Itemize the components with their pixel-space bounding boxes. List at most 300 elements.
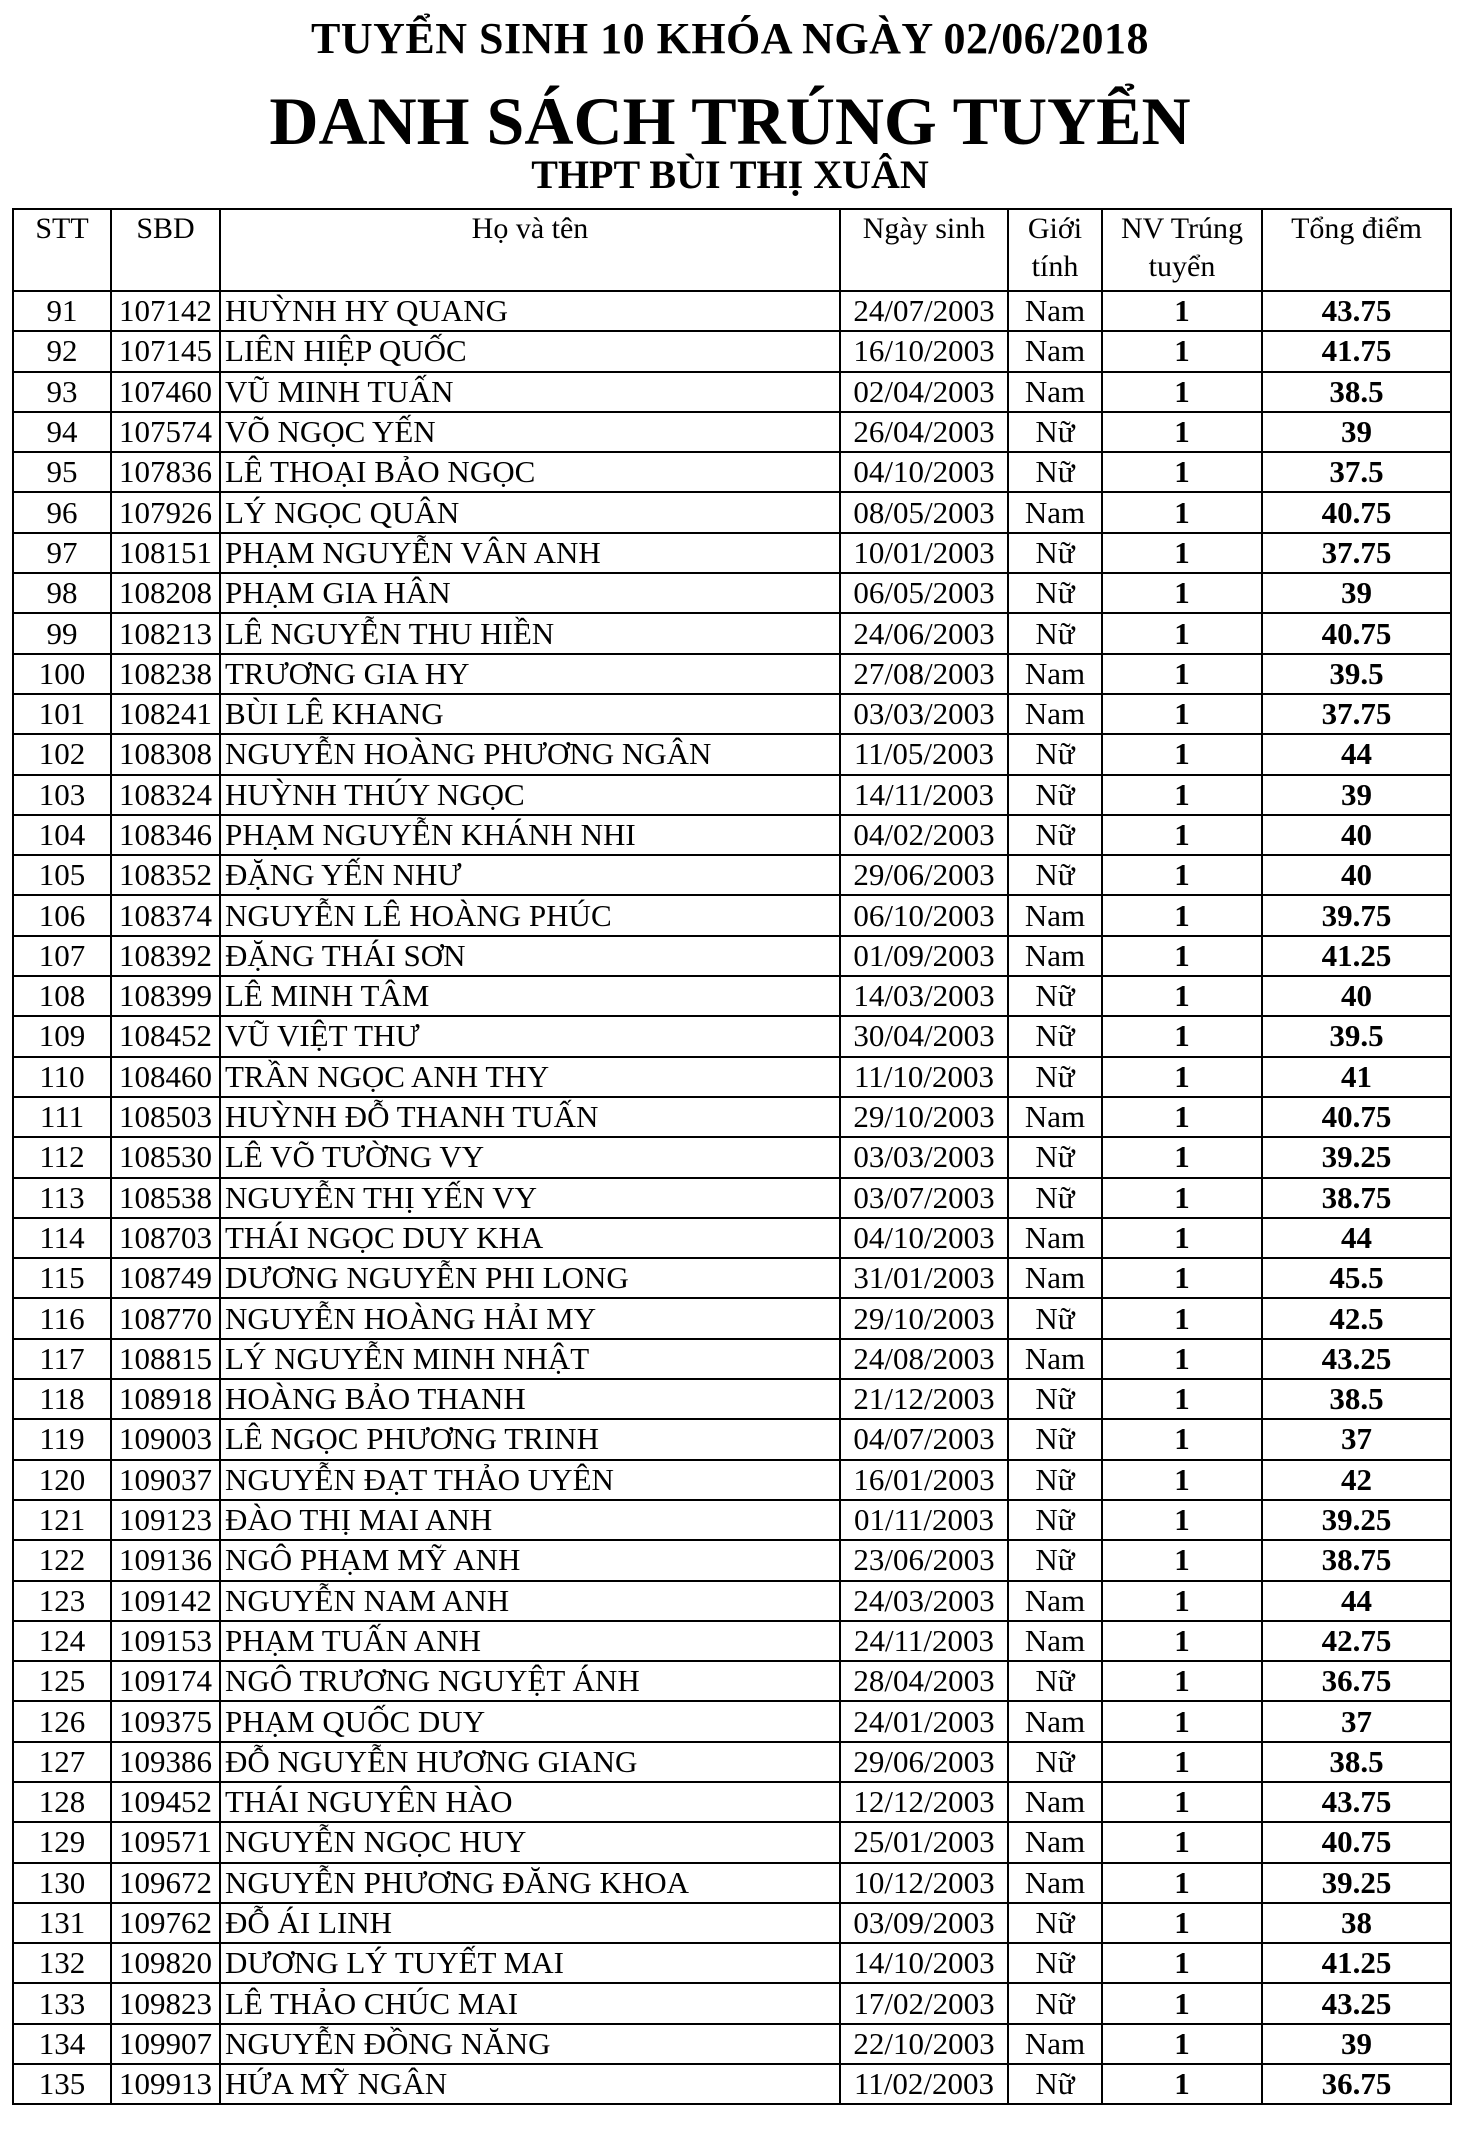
header-sbd: SBD xyxy=(111,209,220,291)
cell-sbd: 109037 xyxy=(111,1460,220,1500)
cell-dob: 04/10/2003 xyxy=(840,1218,1008,1258)
cell-sbd: 108538 xyxy=(111,1178,220,1218)
cell-sbd: 107926 xyxy=(111,492,220,532)
cell-dob: 29/10/2003 xyxy=(840,1097,1008,1137)
cell-stt: 128 xyxy=(13,1782,111,1822)
cell-dob: 25/01/2003 xyxy=(840,1822,1008,1862)
cell-sbd: 109174 xyxy=(111,1661,220,1701)
cell-stt: 118 xyxy=(13,1379,111,1419)
cell-nv: 1 xyxy=(1102,1500,1262,1540)
table-row xyxy=(13,775,1451,815)
cell-nv: 1 xyxy=(1102,613,1262,653)
cell-name: LÊ NGUYỄN THU HIỀN xyxy=(220,613,840,653)
table-row xyxy=(13,1460,1451,1500)
cell-name: LÊ MINH TÂM xyxy=(220,976,840,1016)
cell-dob: 29/10/2003 xyxy=(840,1298,1008,1338)
cell-stt: 115 xyxy=(13,1258,111,1298)
cell-dob: 29/06/2003 xyxy=(840,1742,1008,1782)
cell-stt: 109 xyxy=(13,1016,111,1056)
cell-dob: 31/01/2003 xyxy=(840,1258,1008,1298)
cell-name: ĐỖ NGUYỄN HƯƠNG GIANG xyxy=(220,1742,840,1782)
cell-score: 40 xyxy=(1262,855,1451,895)
cell-name: HUỲNH HY QUANG xyxy=(220,291,840,331)
cell-name: NGUYỄN ĐỒNG NĂNG xyxy=(220,2024,840,2064)
cell-dob: 24/03/2003 xyxy=(840,1581,1008,1621)
cell-stt: 125 xyxy=(13,1661,111,1701)
cell-score: 39.25 xyxy=(1262,1863,1451,1903)
cell-sbd: 108308 xyxy=(111,734,220,774)
cell-sex: Nam xyxy=(1008,1621,1102,1661)
cell-stt: 116 xyxy=(13,1298,111,1338)
cell-score: 36.75 xyxy=(1262,1661,1451,1701)
cell-name: HỨA MỸ NGÂN xyxy=(220,2064,840,2104)
cell-dob: 08/05/2003 xyxy=(840,492,1008,532)
cell-sex: Nam xyxy=(1008,1339,1102,1379)
cell-dob: 24/08/2003 xyxy=(840,1339,1008,1379)
cell-name: LÊ VÕ TƯỜNG VY xyxy=(220,1137,840,1177)
cell-score: 38 xyxy=(1262,1903,1451,1943)
cell-stt: 101 xyxy=(13,694,111,734)
cell-sbd: 108703 xyxy=(111,1218,220,1258)
cell-sbd: 109153 xyxy=(111,1621,220,1661)
cell-score: 39 xyxy=(1262,2024,1451,2064)
cell-dob: 03/03/2003 xyxy=(840,694,1008,734)
cell-score: 37.75 xyxy=(1262,694,1451,734)
cell-nv: 1 xyxy=(1102,1298,1262,1338)
cell-name: LIÊN HIỆP QUỐC xyxy=(220,331,840,371)
table-row xyxy=(13,1782,1451,1822)
table-row xyxy=(13,1218,1451,1258)
table-row xyxy=(13,1863,1451,1903)
cell-score: 36.75 xyxy=(1262,2064,1451,2104)
cell-name: LÊ THẢO CHÚC MAI xyxy=(220,1983,840,2023)
cell-sbd: 108241 xyxy=(111,694,220,734)
cell-score: 40.75 xyxy=(1262,492,1451,532)
cell-score: 39.5 xyxy=(1262,654,1451,694)
cell-score: 40.75 xyxy=(1262,613,1451,653)
cell-stt: 127 xyxy=(13,1742,111,1782)
cell-sex: Nam xyxy=(1008,1701,1102,1741)
header-nv-line1: NV Trúng xyxy=(1120,212,1243,245)
cell-sbd: 107460 xyxy=(111,372,220,412)
table-row xyxy=(13,936,1451,976)
cell-dob: 11/05/2003 xyxy=(840,734,1008,774)
cell-sbd: 109820 xyxy=(111,1943,220,1983)
cell-dob: 03/03/2003 xyxy=(840,1137,1008,1177)
cell-stt: 124 xyxy=(13,1621,111,1661)
cell-dob: 24/07/2003 xyxy=(840,291,1008,331)
cell-dob: 03/07/2003 xyxy=(840,1178,1008,1218)
cell-sbd: 108238 xyxy=(111,654,220,694)
cell-sbd: 109907 xyxy=(111,2024,220,2064)
cell-name: TRẦN NGỌC ANH THY xyxy=(220,1057,840,1097)
cell-score: 41.25 xyxy=(1262,936,1451,976)
cell-sbd: 109123 xyxy=(111,1500,220,1540)
header-dob: Ngày sinh xyxy=(840,209,1008,291)
table-row xyxy=(13,533,1451,573)
table-row xyxy=(13,613,1451,653)
cell-nv: 1 xyxy=(1102,1581,1262,1621)
cell-score: 41.25 xyxy=(1262,1943,1451,1983)
cell-sex: Nữ xyxy=(1008,1661,1102,1701)
table-row xyxy=(13,331,1451,371)
cell-dob: 16/01/2003 xyxy=(840,1460,1008,1500)
cell-dob: 16/10/2003 xyxy=(840,331,1008,371)
table-row xyxy=(13,734,1451,774)
table-row xyxy=(13,895,1451,935)
cell-stt: 133 xyxy=(13,1983,111,2023)
cell-nv: 1 xyxy=(1102,372,1262,412)
header-stt: STT xyxy=(13,209,111,291)
cell-sex: Nam xyxy=(1008,372,1102,412)
cell-sex: Nữ xyxy=(1008,1137,1102,1177)
table-row xyxy=(13,2064,1451,2104)
cell-sbd: 108399 xyxy=(111,976,220,1016)
table-row xyxy=(13,1379,1451,1419)
cell-sex: Nữ xyxy=(1008,412,1102,452)
cell-stt: 131 xyxy=(13,1903,111,1943)
cell-score: 38.75 xyxy=(1262,1178,1451,1218)
cell-dob: 24/11/2003 xyxy=(840,1621,1008,1661)
cell-name: ĐẶNG THÁI SƠN xyxy=(220,936,840,976)
table-row xyxy=(13,1983,1451,2023)
cell-sex: Nữ xyxy=(1008,1983,1102,2023)
cell-sex: Nữ xyxy=(1008,533,1102,573)
cell-nv: 1 xyxy=(1102,1742,1262,1782)
cell-sex: Nữ xyxy=(1008,976,1102,1016)
cell-sex: Nam xyxy=(1008,1822,1102,1862)
cell-stt: 110 xyxy=(13,1057,111,1097)
cell-stt: 135 xyxy=(13,2064,111,2104)
cell-dob: 24/01/2003 xyxy=(840,1701,1008,1741)
cell-name: NGUYỄN NGỌC HUY xyxy=(220,1822,840,1862)
cell-nv: 1 xyxy=(1102,1621,1262,1661)
cell-dob: 29/06/2003 xyxy=(840,855,1008,895)
cell-name: PHẠM QUỐC DUY xyxy=(220,1701,840,1741)
cell-nv: 1 xyxy=(1102,1016,1262,1056)
cell-dob: 27/08/2003 xyxy=(840,654,1008,694)
cell-sex: Nam xyxy=(1008,2024,1102,2064)
cell-score: 39 xyxy=(1262,412,1451,452)
cell-score: 39 xyxy=(1262,573,1451,613)
cell-sbd: 107145 xyxy=(111,331,220,371)
cell-sbd: 109762 xyxy=(111,1903,220,1943)
cell-nv: 1 xyxy=(1102,855,1262,895)
cell-stt: 122 xyxy=(13,1540,111,1580)
cell-dob: 14/10/2003 xyxy=(840,1943,1008,1983)
cell-sex: Nam xyxy=(1008,1863,1102,1903)
cell-sex: Nữ xyxy=(1008,1016,1102,1056)
header-score: Tổng điểm xyxy=(1262,209,1451,291)
cell-score: 39.25 xyxy=(1262,1137,1451,1177)
header-sex-line2: tính xyxy=(1031,250,1079,283)
cell-sbd: 108918 xyxy=(111,1379,220,1419)
cell-sex: Nam xyxy=(1008,492,1102,532)
table-row xyxy=(13,1298,1451,1338)
cell-sbd: 108452 xyxy=(111,1016,220,1056)
cell-stt: 114 xyxy=(13,1218,111,1258)
cell-nv: 1 xyxy=(1102,1057,1262,1097)
cell-sbd: 107836 xyxy=(111,452,220,492)
cell-dob: 28/04/2003 xyxy=(840,1661,1008,1701)
cell-dob: 24/06/2003 xyxy=(840,613,1008,653)
cell-score: 45.5 xyxy=(1262,1258,1451,1298)
header-nv-line2: tuyển xyxy=(1148,250,1216,283)
cell-name: NGUYỄN HOÀNG HẢI MY xyxy=(220,1298,840,1338)
cell-nv: 1 xyxy=(1102,1701,1262,1741)
cell-stt: 117 xyxy=(13,1339,111,1379)
cell-dob: 04/07/2003 xyxy=(840,1419,1008,1459)
table-row xyxy=(13,412,1451,452)
cell-sex: Nữ xyxy=(1008,1057,1102,1097)
cell-nv: 1 xyxy=(1102,1419,1262,1459)
cell-stt: 95 xyxy=(13,452,111,492)
cell-name: NGUYỄN ĐẠT THẢO UYÊN xyxy=(220,1460,840,1500)
cell-stt: 107 xyxy=(13,936,111,976)
cell-name: PHẠM NGUYỄN KHÁNH NHI xyxy=(220,815,840,855)
cell-sbd: 109452 xyxy=(111,1782,220,1822)
table-row xyxy=(13,1661,1451,1701)
cell-stt: 97 xyxy=(13,533,111,573)
cell-stt: 93 xyxy=(13,372,111,412)
table-row xyxy=(13,654,1451,694)
cell-score: 39.75 xyxy=(1262,895,1451,935)
cell-sbd: 108503 xyxy=(111,1097,220,1137)
cell-stt: 105 xyxy=(13,855,111,895)
cell-name: ĐÀO THỊ MAI ANH xyxy=(220,1500,840,1540)
cell-nv: 1 xyxy=(1102,1540,1262,1580)
cell-score: 43.75 xyxy=(1262,291,1451,331)
cell-sex: Nữ xyxy=(1008,1943,1102,1983)
cell-nv: 1 xyxy=(1102,291,1262,331)
cell-name: HOÀNG BẢO THANH xyxy=(220,1379,840,1419)
cell-name: THÁI NGUYÊN HÀO xyxy=(220,1782,840,1822)
table-row xyxy=(13,1943,1451,1983)
cell-score: 43.25 xyxy=(1262,1983,1451,2023)
header-sex xyxy=(1008,209,1102,291)
cell-name: VŨ VIỆT THƯ xyxy=(220,1016,840,1056)
cell-nv: 1 xyxy=(1102,1339,1262,1379)
cell-dob: 10/01/2003 xyxy=(840,533,1008,573)
cell-score: 37.75 xyxy=(1262,533,1451,573)
cell-sbd: 108346 xyxy=(111,815,220,855)
cell-score: 38.75 xyxy=(1262,1540,1451,1580)
cell-sex: Nữ xyxy=(1008,1540,1102,1580)
cell-stt: 130 xyxy=(13,1863,111,1903)
cell-sbd: 108151 xyxy=(111,533,220,573)
cell-stt: 126 xyxy=(13,1701,111,1741)
cell-dob: 11/02/2003 xyxy=(840,2064,1008,2104)
cell-nv: 1 xyxy=(1102,1258,1262,1298)
table-row xyxy=(13,1581,1451,1621)
cell-sex: Nữ xyxy=(1008,1298,1102,1338)
cell-sex: Nam xyxy=(1008,1097,1102,1137)
cell-score: 39.5 xyxy=(1262,1016,1451,1056)
cell-sbd: 107142 xyxy=(111,291,220,331)
cell-nv: 1 xyxy=(1102,533,1262,573)
cell-name: NGUYỄN THỊ YẾN VY xyxy=(220,1178,840,1218)
cell-stt: 92 xyxy=(13,331,111,371)
cell-sex: Nam xyxy=(1008,694,1102,734)
table-row xyxy=(13,2024,1451,2064)
cell-nv: 1 xyxy=(1102,976,1262,1016)
cell-nv: 1 xyxy=(1102,1903,1262,1943)
table-row xyxy=(13,1742,1451,1782)
cell-stt: 121 xyxy=(13,1500,111,1540)
table-row xyxy=(13,1822,1451,1862)
cell-score: 41.75 xyxy=(1262,331,1451,371)
cell-score: 44 xyxy=(1262,1218,1451,1258)
cell-score: 38.5 xyxy=(1262,372,1451,412)
table-row xyxy=(13,1016,1451,1056)
cell-score: 38.5 xyxy=(1262,1379,1451,1419)
cell-sex: Nữ xyxy=(1008,613,1102,653)
cell-sex: Nữ xyxy=(1008,815,1102,855)
cell-name: LÝ NGỌC QUÂN xyxy=(220,492,840,532)
cell-name: LÝ NGUYỄN MINH NHẬT xyxy=(220,1339,840,1379)
cell-name: LÊ NGỌC PHƯƠNG TRINH xyxy=(220,1419,840,1459)
cell-sbd: 109571 xyxy=(111,1822,220,1862)
table-row xyxy=(13,1621,1451,1661)
cell-name: NGÔ PHẠM MỸ ANH xyxy=(220,1540,840,1580)
cell-dob: 12/12/2003 xyxy=(840,1782,1008,1822)
cell-name: NGÔ TRƯƠNG NGUYỆT ÁNH xyxy=(220,1661,840,1701)
cell-sbd: 108213 xyxy=(111,613,220,653)
cell-dob: 03/09/2003 xyxy=(840,1903,1008,1943)
cell-nv: 1 xyxy=(1102,1983,1262,2023)
cell-score: 37 xyxy=(1262,1419,1451,1459)
cell-score: 44 xyxy=(1262,734,1451,774)
cell-sex: Nam xyxy=(1008,654,1102,694)
cell-sbd: 109375 xyxy=(111,1701,220,1741)
cell-score: 40 xyxy=(1262,815,1451,855)
cell-score: 39.25 xyxy=(1262,1500,1451,1540)
cell-stt: 96 xyxy=(13,492,111,532)
cell-sbd: 107574 xyxy=(111,412,220,452)
cell-dob: 21/12/2003 xyxy=(840,1379,1008,1419)
admission-table xyxy=(12,208,1452,2105)
table-row xyxy=(13,452,1451,492)
cell-stt: 119 xyxy=(13,1419,111,1459)
cell-sbd: 108324 xyxy=(111,775,220,815)
cell-name: BÙI LÊ KHANG xyxy=(220,694,840,734)
cell-nv: 1 xyxy=(1102,492,1262,532)
cell-dob: 14/03/2003 xyxy=(840,976,1008,1016)
cell-name: HUỲNH ĐỖ THANH TUẤN xyxy=(220,1097,840,1137)
cell-sex: Nam xyxy=(1008,1581,1102,1621)
cell-nv: 1 xyxy=(1102,412,1262,452)
cell-nv: 1 xyxy=(1102,2064,1262,2104)
cell-dob: 17/02/2003 xyxy=(840,1983,1008,2023)
cell-dob: 06/05/2003 xyxy=(840,573,1008,613)
cell-score: 37 xyxy=(1262,1701,1451,1741)
table-row xyxy=(13,1339,1451,1379)
cell-sex: Nữ xyxy=(1008,452,1102,492)
table-row xyxy=(13,1419,1451,1459)
cell-sex: Nữ xyxy=(1008,1460,1102,1500)
cell-dob: 04/02/2003 xyxy=(840,815,1008,855)
cell-dob: 10/12/2003 xyxy=(840,1863,1008,1903)
cell-sbd: 109823 xyxy=(111,1983,220,2023)
cell-nv: 1 xyxy=(1102,815,1262,855)
cell-sbd: 109142 xyxy=(111,1581,220,1621)
cell-stt: 102 xyxy=(13,734,111,774)
cell-nv: 1 xyxy=(1102,694,1262,734)
cell-score: 44 xyxy=(1262,1581,1451,1621)
cell-name: TRƯƠNG GIA HY xyxy=(220,654,840,694)
cell-stt: 129 xyxy=(13,1822,111,1862)
cell-dob: 26/04/2003 xyxy=(840,412,1008,452)
cell-nv: 1 xyxy=(1102,1460,1262,1500)
cell-dob: 11/10/2003 xyxy=(840,1057,1008,1097)
cell-nv: 1 xyxy=(1102,775,1262,815)
cell-name: NGUYỄN LÊ HOÀNG PHÚC xyxy=(220,895,840,935)
cell-stt: 112 xyxy=(13,1137,111,1177)
cell-score: 39 xyxy=(1262,775,1451,815)
cell-nv: 1 xyxy=(1102,2024,1262,2064)
cell-stt: 111 xyxy=(13,1097,111,1137)
cell-nv: 1 xyxy=(1102,331,1262,371)
cell-stt: 91 xyxy=(13,291,111,331)
cell-name: HUỲNH THÚY NGỌC xyxy=(220,775,840,815)
cell-name: DƯƠNG NGUYỄN PHI LONG xyxy=(220,1258,840,1298)
cell-name: PHẠM NGUYỄN VÂN ANH xyxy=(220,533,840,573)
table-body xyxy=(13,291,1451,2104)
table-row xyxy=(13,976,1451,1016)
table-row xyxy=(13,1500,1451,1540)
header-name: Họ và tên xyxy=(220,209,840,291)
cell-name: VÕ NGỌC YẾN xyxy=(220,412,840,452)
cell-sbd: 108208 xyxy=(111,573,220,613)
cell-name: ĐẶNG YẾN NHƯ xyxy=(220,855,840,895)
cell-dob: 06/10/2003 xyxy=(840,895,1008,935)
table-header-row xyxy=(13,209,1451,291)
cell-name: NGUYỄN HOÀNG PHƯƠNG NGÂN xyxy=(220,734,840,774)
cell-sbd: 109913 xyxy=(111,2064,220,2104)
cell-nv: 1 xyxy=(1102,1178,1262,1218)
cell-stt: 132 xyxy=(13,1943,111,1983)
cell-sex: Nữ xyxy=(1008,734,1102,774)
cell-sbd: 108749 xyxy=(111,1258,220,1298)
cell-sex: Nữ xyxy=(1008,855,1102,895)
table-row xyxy=(13,855,1451,895)
cell-sbd: 108392 xyxy=(111,936,220,976)
cell-sbd: 108460 xyxy=(111,1057,220,1097)
cell-stt: 134 xyxy=(13,2024,111,2064)
cell-nv: 1 xyxy=(1102,1863,1262,1903)
cell-score: 42 xyxy=(1262,1460,1451,1500)
cell-sex: Nam xyxy=(1008,1218,1102,1258)
cell-name: ĐỖ ÁI LINH xyxy=(220,1903,840,1943)
cell-nv: 1 xyxy=(1102,1943,1262,1983)
cell-nv: 1 xyxy=(1102,573,1262,613)
cell-stt: 94 xyxy=(13,412,111,452)
cell-name: NGUYỄN NAM ANH xyxy=(220,1581,840,1621)
cell-dob: 01/09/2003 xyxy=(840,936,1008,976)
cell-nv: 1 xyxy=(1102,452,1262,492)
cell-sex: Nữ xyxy=(1008,1500,1102,1540)
cell-stt: 99 xyxy=(13,613,111,653)
cell-stt: 123 xyxy=(13,1581,111,1621)
cell-name: VŨ MINH TUẤN xyxy=(220,372,840,412)
cell-sbd: 108352 xyxy=(111,855,220,895)
table-row xyxy=(13,1903,1451,1943)
cell-sex: Nữ xyxy=(1008,775,1102,815)
cell-name: PHẠM GIA HÂN xyxy=(220,573,840,613)
cell-sex: Nam xyxy=(1008,936,1102,976)
cell-sex: Nữ xyxy=(1008,1379,1102,1419)
cell-score: 42.75 xyxy=(1262,1621,1451,1661)
